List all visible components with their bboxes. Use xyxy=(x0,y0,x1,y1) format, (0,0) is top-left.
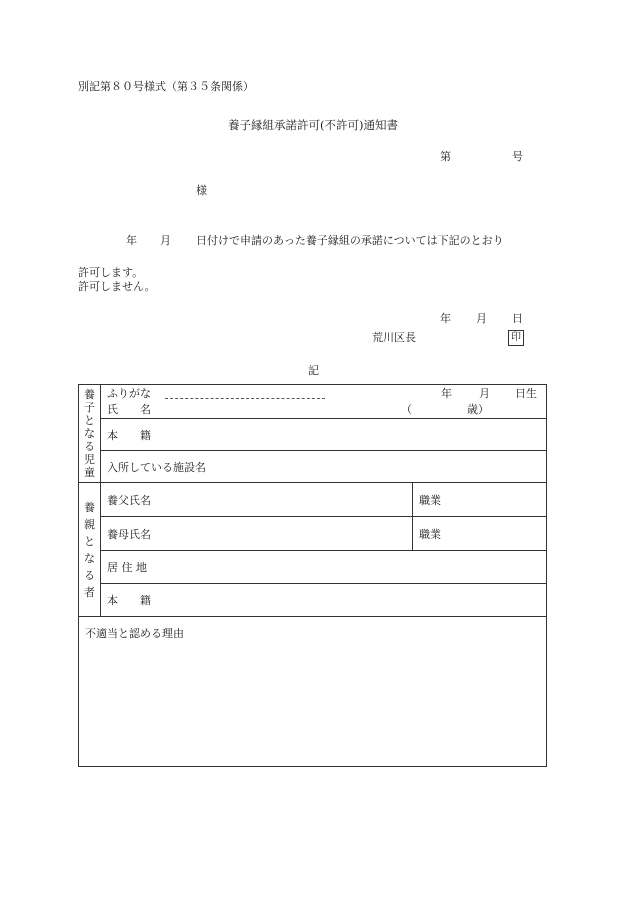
reason-label: 不適当と認める理由 xyxy=(79,617,547,767)
table-row-child-name xyxy=(79,385,547,419)
signature-month-label: 月 xyxy=(476,312,487,325)
child-domicile-label: 本 籍 xyxy=(101,419,547,451)
birth-year-label: 年 xyxy=(441,387,452,400)
birth-day-label: 日生 xyxy=(515,387,537,400)
parent-domicile-label: 本 籍 xyxy=(101,584,547,617)
parent-group-cell xyxy=(79,483,101,617)
facility-label: 入所している施設名 xyxy=(101,451,547,483)
ki-heading: 記 xyxy=(308,364,319,377)
birth-month-label: 月 xyxy=(479,387,490,400)
mother-name-label: 養母氏名 xyxy=(101,517,413,551)
signature-day-label: 日 xyxy=(512,312,523,325)
main-text: 日付けで申請のあった養子縁組の承諾については下記のとおり xyxy=(196,234,504,247)
issuer-name: 荒川区長 xyxy=(372,331,416,344)
doc-number-suffix: 号 xyxy=(512,150,523,163)
residence-label: 居 住 地 xyxy=(101,551,547,584)
addressee-suffix: 様 xyxy=(196,184,207,197)
table-row-facility xyxy=(79,451,547,483)
furigana-dotted-line xyxy=(159,387,325,401)
doc-number-prefix: 第 xyxy=(440,150,451,163)
child-group-label: 養子となる児童 xyxy=(84,388,95,479)
father-occupation-label: 職業 xyxy=(413,483,547,517)
table-row-mother xyxy=(79,517,547,551)
table-row-residence xyxy=(79,551,547,584)
parent-group-label: 養親となる者 xyxy=(84,500,95,599)
form-number: 別記第８０号様式（第３５条関係） xyxy=(78,80,254,93)
date-month-label: 月 xyxy=(160,234,171,247)
furigana-label: ふりがな xyxy=(107,387,151,400)
document-title: 養子縁組承諾許可(不許可)通知書 xyxy=(228,118,398,132)
table-row-child-domicile xyxy=(79,419,547,451)
child-group-cell xyxy=(79,385,101,483)
option-permit: 許可します。 xyxy=(78,266,144,279)
table-row-parent-domicile xyxy=(79,584,547,617)
option-deny: 許可しません。 xyxy=(78,280,156,293)
table-row-reason xyxy=(79,617,547,767)
signature-year-label: 年 xyxy=(440,312,451,325)
seal-mark xyxy=(508,330,524,346)
seal-box: 印 xyxy=(508,330,524,346)
age-open-paren: （ xyxy=(401,403,412,416)
father-name-label: 養父氏名 xyxy=(101,483,413,517)
mother-occupation-label: 職業 xyxy=(413,517,547,551)
child-name-cell xyxy=(101,385,547,419)
age-suffix: 歳） xyxy=(467,403,489,416)
table-row-father xyxy=(79,483,547,517)
application-details-table xyxy=(78,384,547,767)
child-name-label: 氏 名 xyxy=(107,403,151,416)
date-year-label: 年 xyxy=(126,234,137,247)
